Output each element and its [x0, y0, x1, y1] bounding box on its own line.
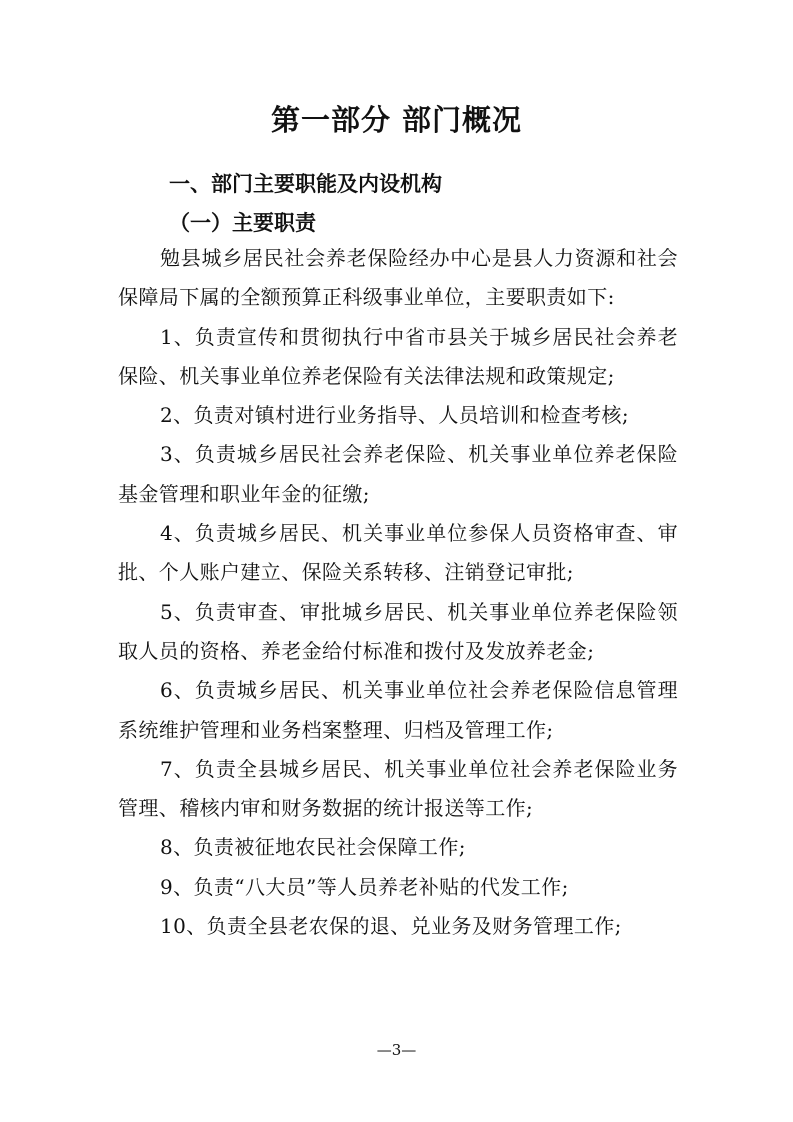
paragraph-intro: 勉县城乡居民社会养老保险经办中心是县人力资源和社会保障局下属的全额预算正科级事业单位，主要职责如下:: [118, 246, 678, 310]
paragraph-duty-5: 5、负责审查、审批城乡居民、机关事业单位养老保险领取人员的资格、养老金给付标准和拨付及发放养老金;: [118, 599, 678, 663]
body-text: [118, 239, 678, 946]
paragraph-duty-7: 7、负责全县城乡居民、机关事业单位社会养老保险业务管理、稽核内审和财务数据的统计报送等工作;: [118, 756, 678, 821]
page-number: —3—: [376, 1041, 417, 1059]
paragraph-duty-2: 2、负责对镇村进行业务指导、人员培训和检查考核;: [160, 403, 630, 428]
paragraph-duty-9: 9、负责“八大员”等人员养老补贴的代发工作;: [160, 874, 569, 899]
paragraph-duty-4: 4、负责城乡居民、机关事业单位参保人员资格审查、审批、个人账户建立、保险关系转移、注销登记审批;: [118, 521, 678, 585]
paragraph-duty-3: 3、负责城乡居民社会养老保险、机关事业单位养老保险基金管理和职业年金的征缴;: [118, 442, 678, 506]
section-heading: 一、部门主要职能及内设机构: [169, 172, 442, 196]
page-title: 第一部分 部门概况: [270, 103, 523, 137]
sub-heading: （一）主要职责: [169, 211, 316, 235]
paragraph-duty-1: 1、负责宣传和贯彻执行中省市县关于城乡居民社会养老保险、机关事业单位养老保险有关法律法规和政策规定;: [118, 324, 678, 388]
paragraph-duty-6: 6、负责城乡居民、机关事业单位社会养老保险信息管理系统维护管理和业务档案整理、归档及管理工作;: [118, 678, 678, 742]
paragraph-duty-10: 10、负责全县老农保的退、兑业务及财务管理工作;: [160, 914, 622, 939]
paragraph-duty-8: 8、负责被征地农民社会保障工作;: [160, 835, 466, 860]
